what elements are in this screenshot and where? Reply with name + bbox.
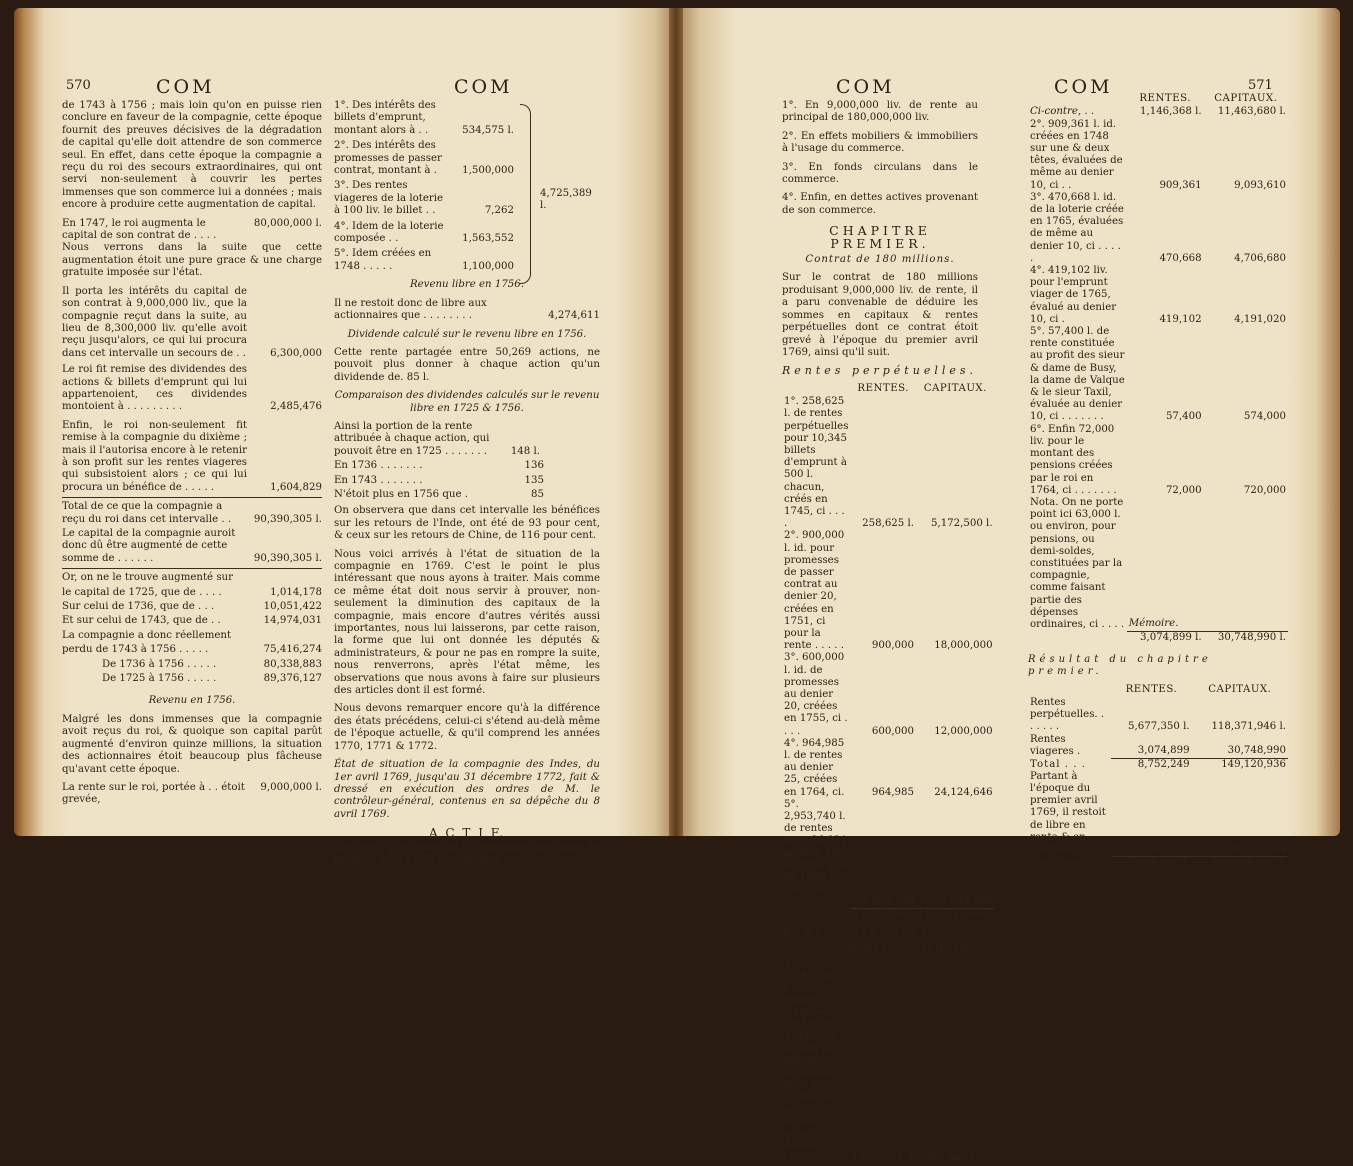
section-heading: Revenu libre en 1756. xyxy=(409,279,524,291)
paragraph: État de situation de la compagnie des Indes, du 1er avril 1769, jusqu'au 31 décembre 1772, fait & dressé en exécution des ordres de M. le contrôleur-général, contenus en sa dépêche du 8 avril 1769. xyxy=(334,759,600,820)
paragraph: 3°. En fonds circulans dans le commerce. xyxy=(782,161,978,186)
table-header: RENTES. CAPITAUX. xyxy=(857,382,987,394)
text-row: Total de ce que la compagnie a reçu du roi dans cet intervalle . . 90,390,305 l. xyxy=(62,501,322,525)
paragraph: 1°. En 9,000,000 liv. de rente au principal de 180,000,000 liv. xyxy=(782,100,978,124)
rentes-viageres-continued-table xyxy=(1028,92,1288,644)
table-header: RENTES. CAPITAUX. xyxy=(847,944,974,956)
table-row: 5°. 2,953,740 l. de rentes pour 36,921 actions 1/4 au principal de 1600 l. chacune, ci . . . 2,953,740 59,074,800 xyxy=(784,798,993,908)
table-row: 2°. 900,000 l. id. pour promesses de passer contrat au denier 20, créées en 1751, ci pour la rente . . . . . 900,000 18,000,000 xyxy=(784,530,993,652)
left-column-1 xyxy=(62,100,322,807)
text-row: Le capital de la compagnie auroit donc dû être augmenté de cette somme de . . . . . . 90,390,305 l. xyxy=(62,528,322,564)
paragraph: Or, on ne le trouve augmenté sur xyxy=(62,572,233,584)
section-heading: A C T I F. xyxy=(428,826,506,841)
table-row: 4°. 964,985 l. de rentes au denier 25, créées en 1764, ci. 964,985 24,124,646 xyxy=(784,737,993,798)
table-row: Rentes perpétuelles. . . . . . . 5,677,350 l. 118,371,946 l. xyxy=(1030,697,1286,733)
text-row: 1°. Des intérêts des billets d'emprunt, montant alors à . . 534,575 l. xyxy=(334,100,514,136)
right-column-1 xyxy=(782,100,993,1166)
text-row: En 1736 . . . . . . . 136 xyxy=(334,460,544,472)
table-row: Nota. On ne porte point ici 63,000 l. ou environ, pour pensions, ou demi-soldes, constituées par la compagnie, comme faisant partie des dépenses ordinaires, ci . . . . Mémoire. xyxy=(1030,496,1179,630)
table-row: Rentes viageres . 3,074,899 30,748,990 xyxy=(1030,733,1286,757)
right-column-2 xyxy=(1028,92,1288,869)
brace xyxy=(520,104,531,284)
table-total: Total pareil, ci. 9,000,000 l. 180,000,000 l. xyxy=(1030,856,1286,868)
table-header: RENTES. CAPITAUX. xyxy=(1125,683,1272,695)
running-header: COM xyxy=(836,76,895,98)
table-row: Total . . . 8,752,249 149,120,936 xyxy=(1030,758,1286,770)
table-row: 2°. 909,361 l. id. créées en 1748 sur une & deux têtes, évaluées de même au denier 10, ci . . 909,361 9,093,610 xyxy=(1030,118,1286,191)
text-row: Il porta les intérêts du capital de son contrat à 9,000,000 liv., que la compagnie reçut dans la suite, au lieu de 8,300,000 liv. qu'elle avoit reçu jusqu'alors, ce qui lui procura dans cet intervalle un secours de . . 6,300,000 xyxy=(62,285,322,359)
text-row: le capital de 1725, que de . . . . 1,014,178 xyxy=(62,586,322,598)
text-row: Et sur celui de 1743, que de . . 14,974,031 xyxy=(62,615,322,627)
text-row: Sur celui de 1736, que de . . . 10,051,422 xyxy=(62,601,322,613)
section-heading: Revenu en 1756. xyxy=(148,695,236,707)
section-heading: Dividende calculé sur le revenu libre en 1756. xyxy=(347,328,587,340)
text-row: N'étoit plus en 1756 que . 85 xyxy=(334,488,544,500)
paragraph: 4°. Enfin, en dettes actives provenant de son commerce. xyxy=(782,192,978,216)
section-heading: Rentes perpétuelles. xyxy=(782,364,978,378)
chapter-heading: CHAPITRE PREMIER. xyxy=(829,223,931,251)
rentes-viageres-table xyxy=(782,944,978,1166)
text-row: Enfin, le roi non-seulement fit remise à la compagnie du dixième ; mais il l'autorisa encore à le retenir à son profit sur les rentes viageres qui subsistoient alors ; ce qui lui procura un bénéfice de . . . . . 1,604,829 xyxy=(62,419,322,493)
paragraph: Malgré les dons immenses que la compagnie avoit reçus du roi, & quoique son capital parût augmenté d'environ quinze millions, la situation des actionnaires étoit beaucoup plus fâcheuse qu'avant cette époque. xyxy=(62,713,322,775)
page-number: 570 xyxy=(66,78,91,93)
text-row: En 1747, le roi augmenta le capital de son contrat de . . . . 80,000,000 l. xyxy=(62,217,322,242)
text-row: En 1743 . . . . . . . 135 xyxy=(334,474,544,486)
text-row: Ainsi la portion de la rente attribuée à chaque action, qui pouvoit être en 1725 . . . . . . . 148 l. xyxy=(334,420,540,457)
paragraph: La compagnie a donc réellement xyxy=(62,629,232,641)
paragraph: Nous devons remarquer encore qu'à la différence des états précédens, celui-ci s'étend au-delà même de l'époque actuelle, & qu'il comprend les années 1770, 1771 & 1772. xyxy=(334,703,600,752)
text-row: 3°. Des rentes viageres de la loterie à 100 liv. le billet . . 7,262 xyxy=(334,180,514,217)
table-row: 4°. 419,102 liv. pour l'emprunt viager de 1765, évalué au denier 10, ci . 419,102 4,191,020 xyxy=(1030,265,1286,325)
paragraph: Nous verrons dans la suite que cette augmentation étoit une pure grace & une charge gratuite imposée sur l'état. xyxy=(62,242,322,279)
page-number: 571 xyxy=(1248,78,1273,93)
right-page xyxy=(676,8,1340,1165)
table-header: RENTES. CAPITAUX. xyxy=(1139,93,1278,104)
paragraph: Les biens que possédoit la compagnie des Indes au premier avril 1769, consistoient : xyxy=(334,841,600,865)
section-heading: Contrat de 180 millions. xyxy=(805,254,955,266)
running-header: COM xyxy=(454,76,513,98)
text-row: 2°. Des intérêts des promesses de passer contrat, montant à . 1,500,000 xyxy=(334,140,514,177)
table-row: 3°. 600,000 l. id. de promesses au denier 20, créées en 1755, ci . . . . 600,000 12,000,000 xyxy=(784,652,993,737)
text-row: Il ne restoit donc de libre aux actionnaires que . . . . . . . . 4,274,611 xyxy=(334,297,600,322)
paragraph: Nous voici arrivés à l'état de situation de la compagnie en 1769. C'est le point le plus intéressant que nous ayons à traiter. Mais comme ce même état doit nous servir à prouver, non-seulement la diminution des capitaux de la compagnie, mais encore d'autres vérités aussi importantes, nous lui laisserons, par cette raison, la forme que lui ont donnée les députés & administrateurs, & pour ne pas en rompre la suite, nous renverrons, après l'état même, les observations que nous avons à faire sur plusieurs des articles dont il est formé. xyxy=(334,548,600,697)
paragraph: 2°. En effets mobiliers & immobiliers à l'usage du commerce. xyxy=(782,130,978,155)
running-header: COM xyxy=(156,76,215,98)
table-total: 3,074,899 l. 30,748,990 l. xyxy=(1028,631,1288,644)
table-row: 1°. 1,146,368 l. de rentes viageres, créées en 1724 sous le nom de loterie composée, dont le capital ne sera évalué qu'au denier 10, ci . . . . . . . 1,146,368 l. 11,463,680 l. xyxy=(784,958,977,1165)
text-row: 5°. Idem créées en 1748 . . . . . 1,100,000 xyxy=(334,248,514,272)
table-row: 5°. 57,400 l. de rente constituée au profit des sieur & dame de Busy, la dame de Valque & le sieur Taxil, évaluée au denier 10, ci . . . . . . . 57,400 574,000 xyxy=(1030,326,1286,423)
section-heading: Rentes viageres. xyxy=(782,926,939,940)
resultat-table xyxy=(1028,683,1288,869)
paragraph: Sur le contrat de 180 millions produisant 9,000,000 liv. de rente, il a paru convenable de déduire les sommes en capitaux & rentes perpétuelles dont ce contrat étoit grevé à l'époque du premier avril 1769, ainsi qu'il suit. xyxy=(782,272,978,358)
table-row: Partant à l'époque du premier avril 1769, il restoit de libre en rente & en capitaux . . . . 247,751 30,879,064 xyxy=(1030,770,1286,855)
text-row: perdu de 1743 à 1756 . . . . . 75,416,274 xyxy=(62,644,322,656)
text-row: Le roi fit remise des dividendes des actions & billets d'emprunt qui lui appartenoient, ces dividendes montoient à . . . . . . . . . 2,485,476 xyxy=(62,364,322,413)
text-row: La rente sur le roi, portée à . . étoit grevée, 9,000,000 l. xyxy=(62,781,322,806)
paragraph: On observera que dans cet intervalle les bénéfices sur les retours de l'Inde, ont été de 93 pour cent, & ceux sur les retours de Chine, de 116 pour cent. xyxy=(334,505,600,542)
running-header: COM xyxy=(1054,76,1113,98)
rentes-perpetuelles-table xyxy=(782,382,995,922)
left-column-2 xyxy=(334,100,600,872)
paragraph: Cette rente partagée entre 50,269 actions, ne pouvoit plus donner à chaque action qu'un dividende de. 85 l. xyxy=(334,346,600,383)
section-heading: Résultat du chapitre premier. xyxy=(1028,653,1212,678)
book-gutter xyxy=(669,8,683,836)
rule xyxy=(62,568,322,569)
brace-group xyxy=(334,100,600,273)
text-row: De 1725 à 1756 . . . . . 89,376,127 xyxy=(102,673,322,685)
brace-total: 4,725,389 l. xyxy=(540,188,592,212)
text-row: 4°. Idem de la loterie composée . . 1,563,552 xyxy=(334,220,514,245)
section-heading: Comparaison des dividendes calculés sur le revenu libre en 1725 & 1756. xyxy=(334,390,600,414)
rule xyxy=(62,497,322,498)
paragraph: de 1743 à 1756 ; mais loin qu'on en puisse rien conclure en faveur de la compagnie, cette époque fournit des preuves décisives de la dégradation de capital qu'elle doit attendre de son commerce seul. En effet, dans cette époque la compagnie a reçu du roi des secours extraordinaires, qui ont servi non-seulement à couvrir les pertes immenses que son commerce lui a données ; mais encore à produire cette augmentation de capital. xyxy=(62,100,322,211)
table-row: Ci-contre, . . 1,146,368 l. 11,463,680 l. xyxy=(1030,106,1286,118)
text-row: De 1736 à 1756 . . . . . 80,338,883 xyxy=(102,658,322,670)
table-row: 1°. 258,625 l. de rentes perpétuelles pour 10,345 billets d'emprunt à 500 l. chacun, créés en 1745, ci . . . . 258,625 l. 5,172,500 l. xyxy=(784,396,993,530)
book-spread xyxy=(14,8,1340,1165)
table-total: 5,677,350 l. 118,371,946 l. xyxy=(852,909,993,921)
left-page xyxy=(14,8,676,865)
table-row: 6°. Enfin 72,000 liv. pour le montant des pensions créées par le roi en 1764, ci . . . . . . . 72,000 720,000 xyxy=(1030,423,1286,496)
table-row: 3°. 470,668 l. id. de la loterie créée en 1765, évaluées de même au denier 10, ci . . . . . 470,668 4,706,680 xyxy=(1030,191,1286,264)
